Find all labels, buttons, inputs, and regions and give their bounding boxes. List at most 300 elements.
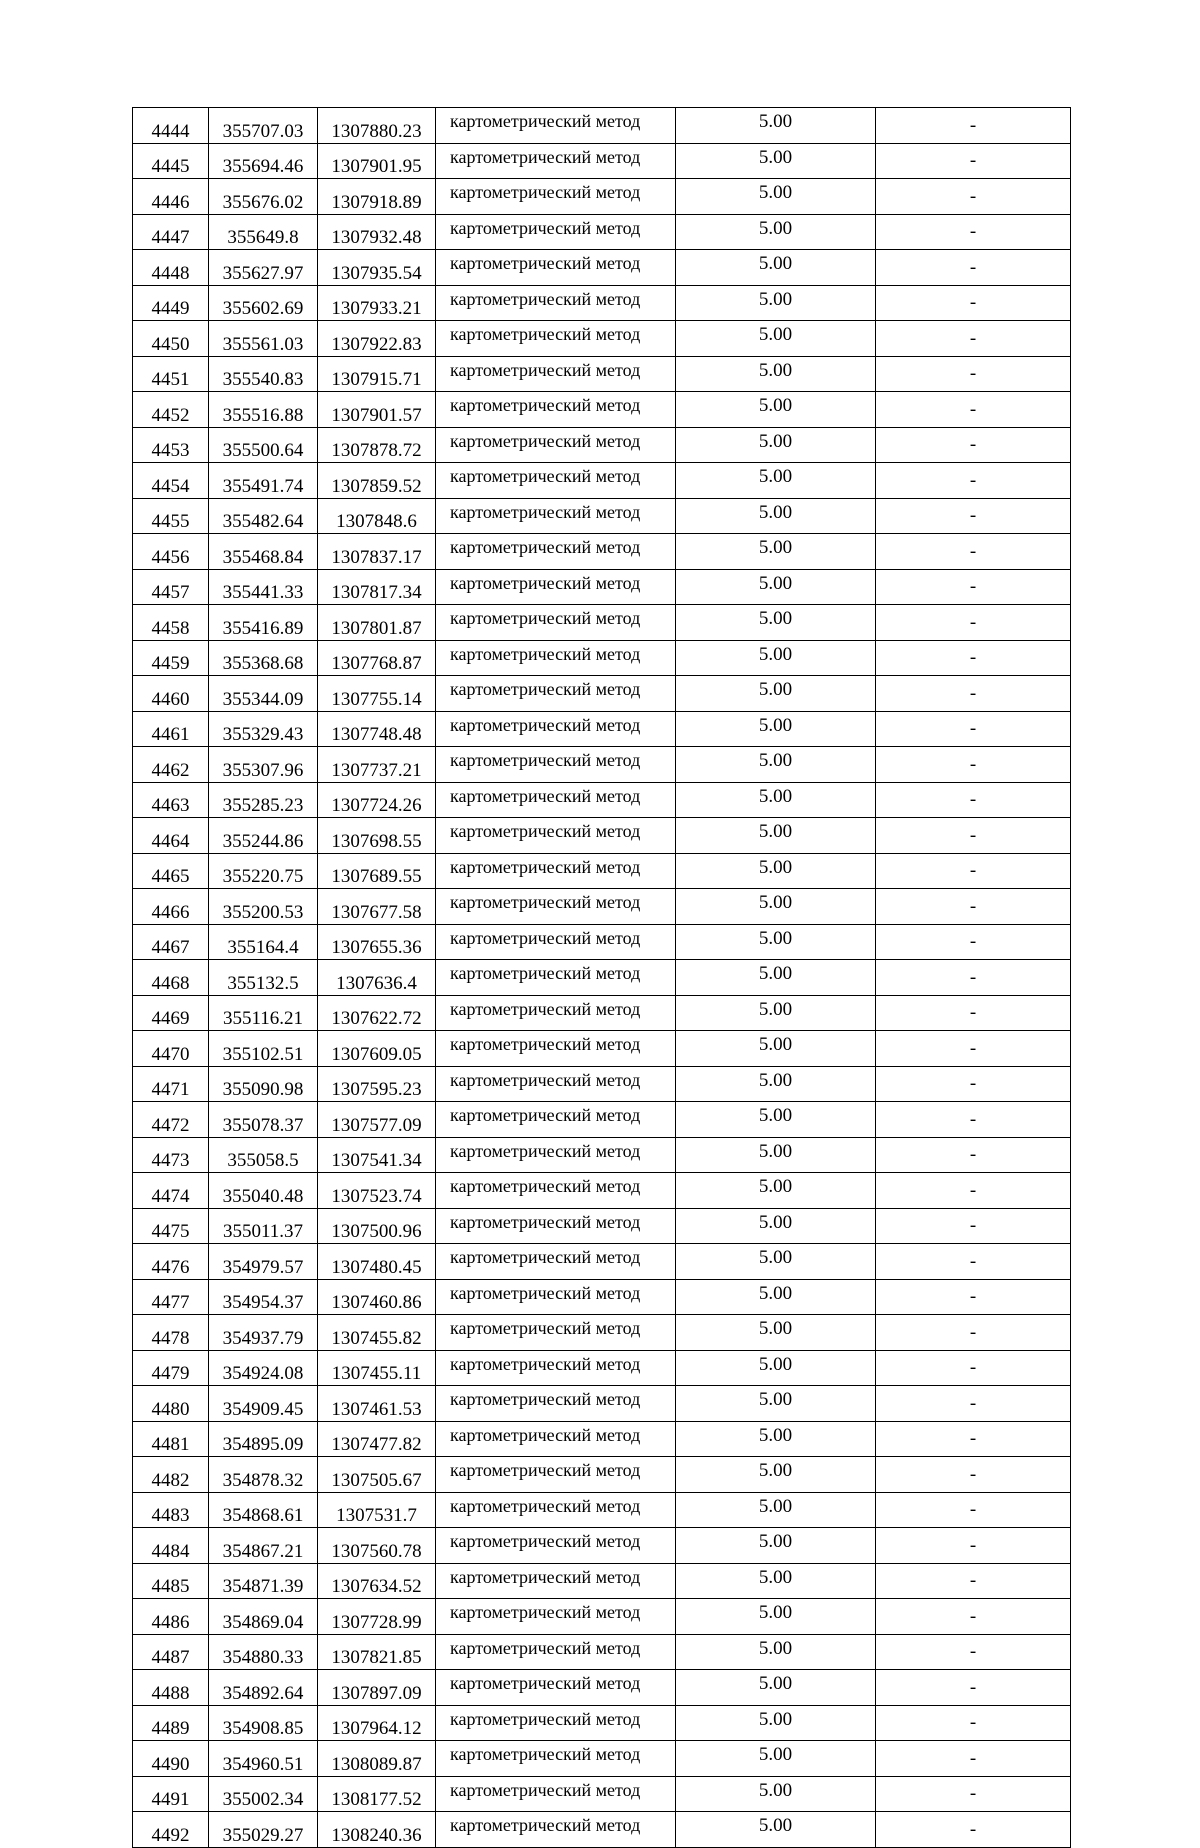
y-coordinate-cell: 1307901.57 xyxy=(318,392,436,428)
note-cell: - xyxy=(876,1279,1071,1315)
note-cell: - xyxy=(876,711,1071,747)
y-coordinate-cell: 1307878.72 xyxy=(318,427,436,463)
method-cell: картометрический метод xyxy=(436,889,676,925)
point-number-cell: 4446 xyxy=(133,179,209,215)
precision-cell: 5.00 xyxy=(676,463,876,499)
x-coordinate-cell: 355416.89 xyxy=(209,605,318,641)
precision-cell: 5.00 xyxy=(676,1208,876,1244)
precision-cell: 5.00 xyxy=(676,1279,876,1315)
x-coordinate-cell: 355002.34 xyxy=(209,1776,318,1812)
table-row xyxy=(133,1137,1071,1173)
note-cell: - xyxy=(876,1208,1071,1244)
point-number-cell: 4488 xyxy=(133,1670,209,1706)
method-cell: картометрический метод xyxy=(436,995,676,1031)
method-cell: картометрический метод xyxy=(436,1599,676,1635)
note-cell: - xyxy=(876,605,1071,641)
method-cell: картометрический метод xyxy=(436,1457,676,1493)
point-number-cell: 4492 xyxy=(133,1812,209,1848)
table-row xyxy=(133,1812,1071,1848)
table-row xyxy=(133,818,1071,854)
table-row xyxy=(133,1705,1071,1741)
precision-cell: 5.00 xyxy=(676,214,876,250)
method-cell: картометрический метод xyxy=(436,1776,676,1812)
table-body xyxy=(133,108,1071,1848)
method-cell: картометрический метод xyxy=(436,1066,676,1102)
note-cell: - xyxy=(876,960,1071,996)
x-coordinate-cell: 355516.88 xyxy=(209,392,318,428)
table-row xyxy=(133,1031,1071,1067)
x-coordinate-cell: 355132.5 xyxy=(209,960,318,996)
method-cell: картометрический метод xyxy=(436,1705,676,1741)
table-row xyxy=(133,250,1071,286)
point-number-cell: 4451 xyxy=(133,356,209,392)
table-row xyxy=(133,143,1071,179)
x-coordinate-cell: 355441.33 xyxy=(209,569,318,605)
note-cell: - xyxy=(876,1102,1071,1138)
method-cell: картометрический метод xyxy=(436,960,676,996)
precision-cell: 5.00 xyxy=(676,1031,876,1067)
x-coordinate-cell: 355040.48 xyxy=(209,1173,318,1209)
table-row xyxy=(133,1528,1071,1564)
note-cell: - xyxy=(876,747,1071,783)
note-cell: - xyxy=(876,569,1071,605)
y-coordinate-cell: 1307500.96 xyxy=(318,1208,436,1244)
point-number-cell: 4477 xyxy=(133,1279,209,1315)
x-coordinate-cell: 354937.79 xyxy=(209,1315,318,1351)
table-row xyxy=(133,889,1071,925)
table-row xyxy=(133,214,1071,250)
precision-cell: 5.00 xyxy=(676,1634,876,1670)
note-cell: - xyxy=(876,534,1071,570)
note-cell: - xyxy=(876,427,1071,463)
y-coordinate-cell: 1308089.87 xyxy=(318,1741,436,1777)
note-cell: - xyxy=(876,818,1071,854)
method-cell: картометрический метод xyxy=(436,392,676,428)
note-cell: - xyxy=(876,108,1071,144)
method-cell: картометрический метод xyxy=(436,1528,676,1564)
precision-cell: 5.00 xyxy=(676,640,876,676)
note-cell: - xyxy=(876,1066,1071,1102)
x-coordinate-cell: 354895.09 xyxy=(209,1421,318,1457)
y-coordinate-cell: 1308240.36 xyxy=(318,1812,436,1848)
method-cell: картометрический метод xyxy=(436,747,676,783)
y-coordinate-cell: 1307724.26 xyxy=(318,782,436,818)
x-coordinate-cell: 355491.74 xyxy=(209,463,318,499)
table-row xyxy=(133,392,1071,428)
y-coordinate-cell: 1307505.67 xyxy=(318,1457,436,1493)
x-coordinate-cell: 355649.8 xyxy=(209,214,318,250)
method-cell: картометрический метод xyxy=(436,1173,676,1209)
precision-cell: 5.00 xyxy=(676,1741,876,1777)
point-number-cell: 4452 xyxy=(133,392,209,428)
table-row xyxy=(133,1776,1071,1812)
point-number-cell: 4453 xyxy=(133,427,209,463)
method-cell: картометрический метод xyxy=(436,1350,676,1386)
note-cell: - xyxy=(876,250,1071,286)
point-number-cell: 4478 xyxy=(133,1315,209,1351)
precision-cell: 5.00 xyxy=(676,1386,876,1422)
x-coordinate-cell: 354869.04 xyxy=(209,1599,318,1635)
note-cell: - xyxy=(876,463,1071,499)
point-number-cell: 4473 xyxy=(133,1137,209,1173)
table-row xyxy=(133,924,1071,960)
table-row xyxy=(133,534,1071,570)
method-cell: картометрический метод xyxy=(436,924,676,960)
table-row xyxy=(133,1066,1071,1102)
precision-cell: 5.00 xyxy=(676,782,876,818)
x-coordinate-cell: 355676.02 xyxy=(209,179,318,215)
note-cell: - xyxy=(876,889,1071,925)
y-coordinate-cell: 1307837.17 xyxy=(318,534,436,570)
note-cell: - xyxy=(876,1031,1071,1067)
note-cell: - xyxy=(876,1137,1071,1173)
point-number-cell: 4475 xyxy=(133,1208,209,1244)
note-cell: - xyxy=(876,1812,1071,1848)
point-number-cell: 4460 xyxy=(133,676,209,712)
precision-cell: 5.00 xyxy=(676,1705,876,1741)
note-cell: - xyxy=(876,924,1071,960)
note-cell: - xyxy=(876,179,1071,215)
precision-cell: 5.00 xyxy=(676,711,876,747)
method-cell: картометрический метод xyxy=(436,711,676,747)
y-coordinate-cell: 1307859.52 xyxy=(318,463,436,499)
method-cell: картометрический метод xyxy=(436,853,676,889)
point-number-cell: 4455 xyxy=(133,498,209,534)
method-cell: картометрический метод xyxy=(436,1137,676,1173)
precision-cell: 5.00 xyxy=(676,498,876,534)
x-coordinate-cell: 355078.37 xyxy=(209,1102,318,1138)
x-coordinate-cell: 354868.61 xyxy=(209,1492,318,1528)
x-coordinate-cell: 354880.33 xyxy=(209,1634,318,1670)
method-cell: картометрический метод xyxy=(436,1421,676,1457)
point-number-cell: 4490 xyxy=(133,1741,209,1777)
precision-cell: 5.00 xyxy=(676,676,876,712)
y-coordinate-cell: 1307915.71 xyxy=(318,356,436,392)
point-number-cell: 4476 xyxy=(133,1244,209,1280)
x-coordinate-cell: 355220.75 xyxy=(209,853,318,889)
table-row xyxy=(133,1670,1071,1706)
point-number-cell: 4479 xyxy=(133,1350,209,1386)
precision-cell: 5.00 xyxy=(676,818,876,854)
precision-cell: 5.00 xyxy=(676,853,876,889)
note-cell: - xyxy=(876,392,1071,428)
method-cell: картометрический метод xyxy=(436,143,676,179)
point-number-cell: 4468 xyxy=(133,960,209,996)
y-coordinate-cell: 1307801.87 xyxy=(318,605,436,641)
point-number-cell: 4472 xyxy=(133,1102,209,1138)
table-row xyxy=(133,179,1071,215)
table-row xyxy=(133,356,1071,392)
precision-cell: 5.00 xyxy=(676,1528,876,1564)
point-number-cell: 4450 xyxy=(133,321,209,357)
table-row xyxy=(133,640,1071,676)
x-coordinate-cell: 355029.27 xyxy=(209,1812,318,1848)
x-coordinate-cell: 354867.21 xyxy=(209,1528,318,1564)
x-coordinate-cell: 355244.86 xyxy=(209,818,318,854)
table-row xyxy=(133,1457,1071,1493)
point-number-cell: 4484 xyxy=(133,1528,209,1564)
table-row xyxy=(133,285,1071,321)
note-cell: - xyxy=(876,498,1071,534)
precision-cell: 5.00 xyxy=(676,1137,876,1173)
y-coordinate-cell: 1307698.55 xyxy=(318,818,436,854)
x-coordinate-cell: 354892.64 xyxy=(209,1670,318,1706)
y-coordinate-cell: 1307918.89 xyxy=(318,179,436,215)
note-cell: - xyxy=(876,1776,1071,1812)
x-coordinate-cell: 355482.64 xyxy=(209,498,318,534)
y-coordinate-cell: 1307577.09 xyxy=(318,1102,436,1138)
y-coordinate-cell: 1307455.11 xyxy=(318,1350,436,1386)
y-coordinate-cell: 1308177.52 xyxy=(318,1776,436,1812)
x-coordinate-cell: 355307.96 xyxy=(209,747,318,783)
point-number-cell: 4469 xyxy=(133,995,209,1031)
table-row xyxy=(133,1279,1071,1315)
x-coordinate-cell: 354871.39 xyxy=(209,1563,318,1599)
y-coordinate-cell: 1307737.21 xyxy=(318,747,436,783)
point-number-cell: 4467 xyxy=(133,924,209,960)
precision-cell: 5.00 xyxy=(676,1776,876,1812)
point-number-cell: 4456 xyxy=(133,534,209,570)
precision-cell: 5.00 xyxy=(676,143,876,179)
precision-cell: 5.00 xyxy=(676,108,876,144)
precision-cell: 5.00 xyxy=(676,1670,876,1706)
precision-cell: 5.00 xyxy=(676,747,876,783)
point-number-cell: 4486 xyxy=(133,1599,209,1635)
precision-cell: 5.00 xyxy=(676,534,876,570)
note-cell: - xyxy=(876,1705,1071,1741)
table-row xyxy=(133,1208,1071,1244)
method-cell: картометрический метод xyxy=(436,214,676,250)
precision-cell: 5.00 xyxy=(676,427,876,463)
note-cell: - xyxy=(876,782,1071,818)
point-number-cell: 4457 xyxy=(133,569,209,605)
y-coordinate-cell: 1307901.95 xyxy=(318,143,436,179)
table-row xyxy=(133,463,1071,499)
y-coordinate-cell: 1307541.34 xyxy=(318,1137,436,1173)
table-row xyxy=(133,1173,1071,1209)
x-coordinate-cell: 355344.09 xyxy=(209,676,318,712)
precision-cell: 5.00 xyxy=(676,1812,876,1848)
method-cell: картометрический метод xyxy=(436,250,676,286)
precision-cell: 5.00 xyxy=(676,1315,876,1351)
method-cell: картометрический метод xyxy=(436,1031,676,1067)
y-coordinate-cell: 1307523.74 xyxy=(318,1173,436,1209)
point-number-cell: 4485 xyxy=(133,1563,209,1599)
precision-cell: 5.00 xyxy=(676,1173,876,1209)
x-coordinate-cell: 355329.43 xyxy=(209,711,318,747)
method-cell: картометрический метод xyxy=(436,321,676,357)
method-cell: картометрический метод xyxy=(436,1208,676,1244)
table-row xyxy=(133,108,1071,144)
method-cell: картометрический метод xyxy=(436,1279,676,1315)
note-cell: - xyxy=(876,1492,1071,1528)
note-cell: - xyxy=(876,1173,1071,1209)
method-cell: картометрический метод xyxy=(436,427,676,463)
precision-cell: 5.00 xyxy=(676,569,876,605)
method-cell: картометрический метод xyxy=(436,1386,676,1422)
note-cell: - xyxy=(876,640,1071,676)
table-row xyxy=(133,711,1071,747)
x-coordinate-cell: 354979.57 xyxy=(209,1244,318,1280)
x-coordinate-cell: 355561.03 xyxy=(209,321,318,357)
note-cell: - xyxy=(876,356,1071,392)
y-coordinate-cell: 1307922.83 xyxy=(318,321,436,357)
note-cell: - xyxy=(876,214,1071,250)
table-row xyxy=(133,1741,1071,1777)
precision-cell: 5.00 xyxy=(676,960,876,996)
note-cell: - xyxy=(876,676,1071,712)
x-coordinate-cell: 355116.21 xyxy=(209,995,318,1031)
y-coordinate-cell: 1307455.82 xyxy=(318,1315,436,1351)
method-cell: картометрический метод xyxy=(436,179,676,215)
note-cell: - xyxy=(876,321,1071,357)
table-row xyxy=(133,498,1071,534)
table-row xyxy=(133,1350,1071,1386)
note-cell: - xyxy=(876,1457,1071,1493)
point-number-cell: 4471 xyxy=(133,1066,209,1102)
coordinates-table xyxy=(132,107,1071,1848)
y-coordinate-cell: 1307897.09 xyxy=(318,1670,436,1706)
table-row xyxy=(133,427,1071,463)
y-coordinate-cell: 1307933.21 xyxy=(318,285,436,321)
y-coordinate-cell: 1307655.36 xyxy=(318,924,436,960)
y-coordinate-cell: 1307817.34 xyxy=(318,569,436,605)
point-number-cell: 4454 xyxy=(133,463,209,499)
x-coordinate-cell: 355368.68 xyxy=(209,640,318,676)
y-coordinate-cell: 1307634.52 xyxy=(318,1563,436,1599)
x-coordinate-cell: 355011.37 xyxy=(209,1208,318,1244)
method-cell: картометрический метод xyxy=(436,1812,676,1848)
note-cell: - xyxy=(876,1244,1071,1280)
x-coordinate-cell: 354878.32 xyxy=(209,1457,318,1493)
precision-cell: 5.00 xyxy=(676,1599,876,1635)
precision-cell: 5.00 xyxy=(676,995,876,1031)
point-number-cell: 4474 xyxy=(133,1173,209,1209)
point-number-cell: 4447 xyxy=(133,214,209,250)
method-cell: картометрический метод xyxy=(436,498,676,534)
precision-cell: 5.00 xyxy=(676,1244,876,1280)
y-coordinate-cell: 1307728.99 xyxy=(318,1599,436,1635)
y-coordinate-cell: 1307595.23 xyxy=(318,1066,436,1102)
precision-cell: 5.00 xyxy=(676,392,876,428)
precision-cell: 5.00 xyxy=(676,1457,876,1493)
note-cell: - xyxy=(876,853,1071,889)
y-coordinate-cell: 1307880.23 xyxy=(318,108,436,144)
point-number-cell: 4481 xyxy=(133,1421,209,1457)
precision-cell: 5.00 xyxy=(676,1563,876,1599)
table-row xyxy=(133,1244,1071,1280)
method-cell: картометрический метод xyxy=(436,1634,676,1670)
point-number-cell: 4465 xyxy=(133,853,209,889)
precision-cell: 5.00 xyxy=(676,1102,876,1138)
x-coordinate-cell: 355694.46 xyxy=(209,143,318,179)
precision-cell: 5.00 xyxy=(676,285,876,321)
table-row xyxy=(133,1315,1071,1351)
method-cell: картометрический метод xyxy=(436,782,676,818)
table-row xyxy=(133,1492,1071,1528)
note-cell: - xyxy=(876,1741,1071,1777)
method-cell: картометрический метод xyxy=(436,534,676,570)
point-number-cell: 4489 xyxy=(133,1705,209,1741)
x-coordinate-cell: 355058.5 xyxy=(209,1137,318,1173)
precision-cell: 5.00 xyxy=(676,889,876,925)
table-row xyxy=(133,605,1071,641)
note-cell: - xyxy=(876,1563,1071,1599)
point-number-cell: 4464 xyxy=(133,818,209,854)
point-number-cell: 4449 xyxy=(133,285,209,321)
precision-cell: 5.00 xyxy=(676,321,876,357)
method-cell: картометрический метод xyxy=(436,1563,676,1599)
x-coordinate-cell: 354960.51 xyxy=(209,1741,318,1777)
table-row xyxy=(133,995,1071,1031)
table-row xyxy=(133,321,1071,357)
note-cell: - xyxy=(876,143,1071,179)
x-coordinate-cell: 354954.37 xyxy=(209,1279,318,1315)
point-number-cell: 4482 xyxy=(133,1457,209,1493)
y-coordinate-cell: 1307461.53 xyxy=(318,1386,436,1422)
y-coordinate-cell: 1307677.58 xyxy=(318,889,436,925)
precision-cell: 5.00 xyxy=(676,1492,876,1528)
method-cell: картометрический метод xyxy=(436,676,676,712)
point-number-cell: 4487 xyxy=(133,1634,209,1670)
precision-cell: 5.00 xyxy=(676,924,876,960)
precision-cell: 5.00 xyxy=(676,179,876,215)
x-coordinate-cell: 355200.53 xyxy=(209,889,318,925)
table-row xyxy=(133,1421,1071,1457)
table-row xyxy=(133,1102,1071,1138)
y-coordinate-cell: 1307964.12 xyxy=(318,1705,436,1741)
x-coordinate-cell: 354908.85 xyxy=(209,1705,318,1741)
method-cell: картометрический метод xyxy=(436,569,676,605)
point-number-cell: 4458 xyxy=(133,605,209,641)
x-coordinate-cell: 354909.45 xyxy=(209,1386,318,1422)
method-cell: картометрический метод xyxy=(436,640,676,676)
y-coordinate-cell: 1307609.05 xyxy=(318,1031,436,1067)
table-row xyxy=(133,1563,1071,1599)
note-cell: - xyxy=(876,1421,1071,1457)
table-row xyxy=(133,676,1071,712)
table-row xyxy=(133,747,1071,783)
method-cell: картометрический метод xyxy=(436,356,676,392)
precision-cell: 5.00 xyxy=(676,356,876,392)
y-coordinate-cell: 1307636.4 xyxy=(318,960,436,996)
y-coordinate-cell: 1307755.14 xyxy=(318,676,436,712)
method-cell: картометрический метод xyxy=(436,605,676,641)
x-coordinate-cell: 355707.03 xyxy=(209,108,318,144)
y-coordinate-cell: 1307848.6 xyxy=(318,498,436,534)
x-coordinate-cell: 355102.51 xyxy=(209,1031,318,1067)
point-number-cell: 4461 xyxy=(133,711,209,747)
method-cell: картометрический метод xyxy=(436,818,676,854)
note-cell: - xyxy=(876,285,1071,321)
y-coordinate-cell: 1307821.85 xyxy=(318,1634,436,1670)
table-row xyxy=(133,569,1071,605)
method-cell: картометрический метод xyxy=(436,1315,676,1351)
x-coordinate-cell: 355500.64 xyxy=(209,427,318,463)
point-number-cell: 4462 xyxy=(133,747,209,783)
x-coordinate-cell: 355090.98 xyxy=(209,1066,318,1102)
y-coordinate-cell: 1307460.86 xyxy=(318,1279,436,1315)
y-coordinate-cell: 1307935.54 xyxy=(318,250,436,286)
point-number-cell: 4459 xyxy=(133,640,209,676)
x-coordinate-cell: 354924.08 xyxy=(209,1350,318,1386)
y-coordinate-cell: 1307531.7 xyxy=(318,1492,436,1528)
y-coordinate-cell: 1307622.72 xyxy=(318,995,436,1031)
point-number-cell: 4483 xyxy=(133,1492,209,1528)
precision-cell: 5.00 xyxy=(676,1350,876,1386)
y-coordinate-cell: 1307932.48 xyxy=(318,214,436,250)
method-cell: картометрический метод xyxy=(436,1102,676,1138)
